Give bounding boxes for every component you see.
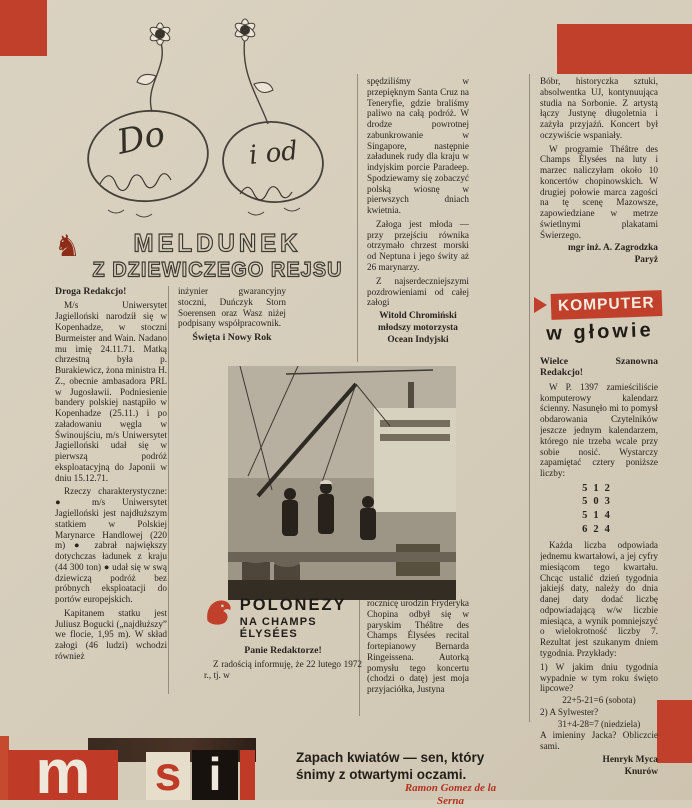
doodle-label-do: Do <box>113 113 169 163</box>
signature-name: Witold Chromiński <box>379 311 457 322</box>
column-rule <box>168 286 169 694</box>
quote-author: Ramon Gomez de la Serna <box>404 782 497 808</box>
doodle-flower-right <box>233 19 257 41</box>
example-question: A imieniny Jacka? Obliczcie sami. <box>540 730 658 752</box>
letter-paragraph: spędziliśmy w przepięknym Santa Cruz na Teneryfie, gdzie braliśmy paliwo na całą podróż. W drodze powrotnej zabunkrowanie w Singapore, następnie załadunek rudy dla kraju w indyjskim porcie Paradeep. Spodziewamy się zobaczyć polską wiosnę w pierwszych dniach kwietnia. <box>367 76 469 216</box>
signature-role: młodszy motorzysta <box>378 322 458 333</box>
polonezy-title: POLONEZY <box>239 596 347 614</box>
letter-salutation: Wielce Szanowna Redakcjo! <box>540 356 658 379</box>
doodle-label-iod: i od <box>247 136 300 171</box>
headline-line-1: MELDUNEK <box>133 229 302 258</box>
deco-red-block-top-left <box>0 0 47 56</box>
collage-letter-i: i <box>192 750 238 800</box>
masthead-doodle-illustration <box>48 4 358 228</box>
polonezy-subtitle: NA CHAMPS ÉLYSÉES <box>239 616 317 640</box>
quote-text: Zapach kwiatów — sen, który śnimy z otwartymi oczami. <box>296 750 485 782</box>
doodle-ground-marks <box>108 208 300 217</box>
letter-paragraph: Załoga jest młoda — przy przejściu równika otrzymało chrzest morski od Neptuna i jego świty aż 26 marynarzy. <box>367 218 469 273</box>
letter-paragraph: Rzeczy charakterystyczne: ● m/s Uniwersytet Jagielloński jest najdłuższym statkiem w Polskiej Marynarce Handlowej (220 m) ● zabrał największy dotychczas ładunek z kraju (44 300 ton) ● udał się w swą dziewiczą podróż bez próbnych eksploatacji do portów europejskich. <box>55 486 167 605</box>
signature-place: Paryż <box>634 255 658 266</box>
collage-letter-m: m <box>8 750 118 800</box>
letter-paragraph: M/s Uniwersytet Jagielloński narodził się w Kopenhadze, w stoczni Burmeister and Wain. Nadano mu imię 24.11.71. Matką chrzestną była p. Burakiewicz, żona ministra H. Z., obecnie ambasadora PRL w Jugosławii. Podniesienie bandery polskiej nastąpiło w Kopenhadze (25.11.) i po załadowaniu węgla w Świnoujściu, m/s Uniwersytet Jagielloński udał się w pierwszą podróż eksploatacyjną do Japonii w dniu 15.12.71. <box>55 300 167 483</box>
letter-paragraph: Z radością informuję, że 22 lutego 1972 r., tj. w <box>204 659 362 681</box>
komputer-logo-subtitle: w głowie <box>545 319 655 345</box>
polonezy-titles <box>240 596 362 640</box>
deco-red-block-top-right <box>557 24 692 74</box>
letter-paragraph: Każda liczba odpowiada jednemu kwartałowi, a jej cyfry miesiącom tego kwartału. Chcąc ustalić dzień tygodnia jakiejś daty, należy do dnia danej daty dodać liczbę odpowiadającą w/w liczbie miesiąca, a wynik pomniejszyć o wielokrotność liczby 7. Rezultat jest szukanym dniem tygodnia. Przykłady: <box>540 540 658 659</box>
letter-salutation: Droga Redakcjo! <box>55 286 127 297</box>
letter-paris-col4 <box>540 76 658 288</box>
letter-maiden-voyage-col3 <box>367 76 469 362</box>
letter-paragraph: W programie Théâtre des Champs Élysées na luty i marzec naliczyłam około 10 koncertów chopinowskich. W drugiej połowie marca zagości na tę scenę Mazowsze, zapowiedziane w metrze świetlnymi plakatami Świerzego. <box>540 143 658 240</box>
example-question: 2) A Sylwester? <box>540 706 599 717</box>
example-question: 1) W jakim dniu tygodnia wypadnie w tym roku święto lipcowe? <box>540 661 658 694</box>
signature-place: Knurów <box>624 766 658 777</box>
polonezy-section <box>204 596 362 684</box>
letter-polonezy-col3 <box>367 598 469 726</box>
calendar-number: 514 <box>582 510 616 522</box>
signature-name: Henryk Myca <box>602 754 658 765</box>
letter-salutation: Panie Redaktorze! <box>244 645 322 656</box>
letter-subheading: Święta i Nowy Rok <box>192 332 272 344</box>
letter-komputer <box>540 356 658 794</box>
deco-red-block-bottom-right <box>657 700 692 763</box>
doodle-script-squiggle <box>100 174 171 191</box>
letter-paragraph: Kapitanem statku jest Juliusz Bogucki („najdłuższy” we flocie, 1,95 m). W skład załogi (46 ludzi) wchodzi również <box>55 607 167 661</box>
letter-paragraph: Bóbr, historyczka sztuki, absolwentka UJ, kontynuująca studia na Sorbonie. Z artystą łączy Justynę długoletnia i zażyła przyjaźń. Koncert był oczywiście wspaniały. <box>540 76 658 140</box>
letter-maiden-voyage-col2 <box>178 286 286 364</box>
calendar-number: 503 <box>582 496 616 508</box>
letter-paragraph: W P. 1397 zamieściliście komputerowy kalendarz ścienny. Nasunęło mi to pomysł obdarowania Czytelników jeszcze jednym kalendarzem, którego nie trzeba wcale przy sobie nosić. Wystarczy zapamiętać cztery poniższe liczby: <box>540 381 658 479</box>
calendar-number: 624 <box>582 523 616 535</box>
ship-deck-photo <box>228 366 456 600</box>
headline-meldunek <box>80 230 355 282</box>
example-formula: 22+5-21=6 (sobota) <box>562 695 636 706</box>
doodle-flower-left <box>148 23 172 45</box>
komputer-logo-text: KOMPUTER <box>551 290 663 320</box>
calendar-number: 512 <box>582 482 616 494</box>
letter-paragraph: Z najserdeczniejszymi pozdrowieniami od całej załogi <box>367 275 469 308</box>
column-rule <box>357 74 358 362</box>
eagle-icon <box>204 596 234 628</box>
column-rule <box>529 74 530 722</box>
signature-name: mgr inż. A. Zagrodzka <box>567 243 658 254</box>
letter-paragraph: rocznicę urodzin Fryderyka Chopina odbył się w paryskim Théâtre des Champs Élysées recital fortepianowy Bernarda Ringeissena. Autorką pomysłu tego koncertu (chodzi o datę) jest moja przyjaciółka, Justyna <box>367 598 469 695</box>
signature-place: Ocean Indyjski <box>387 334 449 345</box>
collage-red-sliver <box>240 750 255 800</box>
flag-icon <box>534 297 547 313</box>
letter-paragraph: inżynier gwarancyjny stoczni, Duńczyk Storn Soerensen oraz Wasz niżej podpisany współpracownik. <box>178 286 286 329</box>
collage-letter-s: s <box>146 752 190 800</box>
example-formula: 31+4-28=7 (niedziela) <box>557 718 641 729</box>
knight-icon: ♞ <box>54 229 81 264</box>
headline-line-2: Z DZIEWICZEGO REJSU <box>92 258 343 282</box>
komputer-logo <box>534 292 666 344</box>
letter-maiden-voyage-col1 <box>55 286 167 686</box>
